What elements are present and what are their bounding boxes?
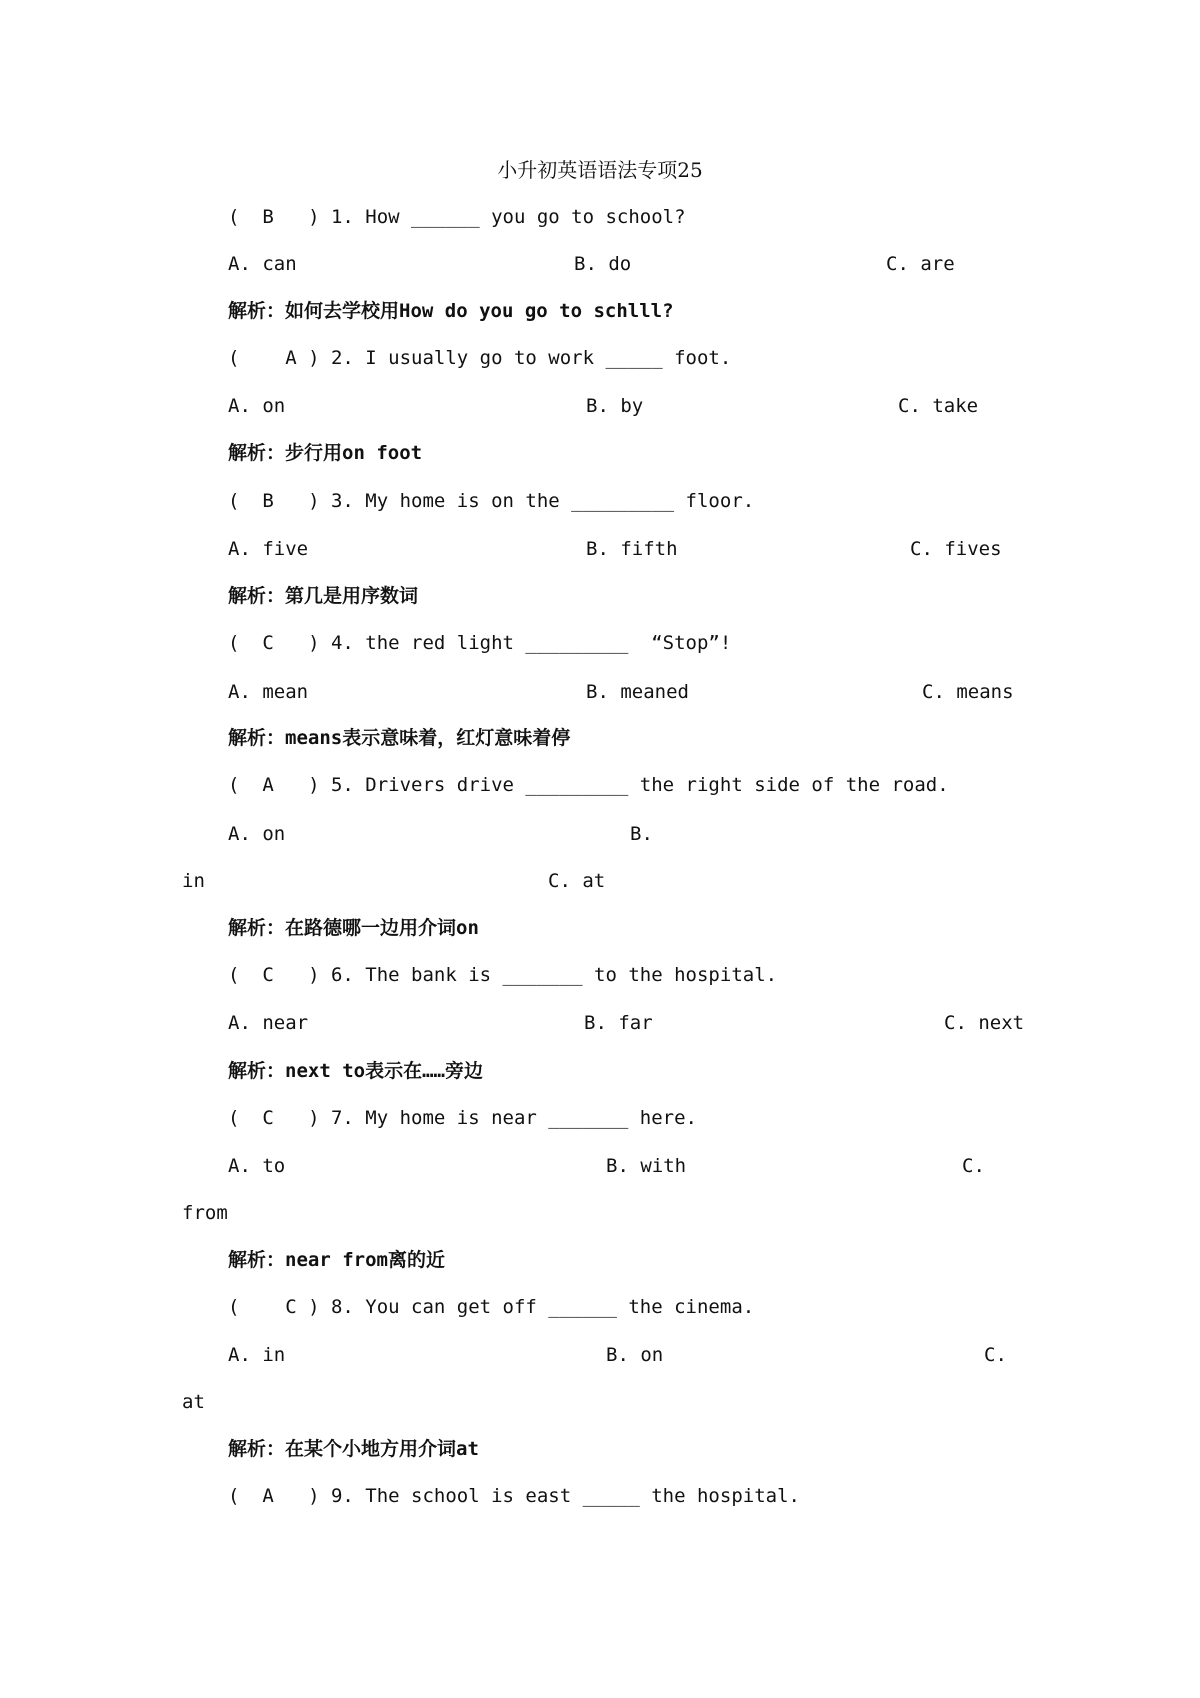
option-a: A. on [228,395,286,417]
question-stem: ( C ) 8. You can get off ______ the cinema. [228,1296,755,1318]
option-a: A. near [228,1012,309,1034]
option-c-wrapped-text: from [182,1202,228,1224]
option-b: B. meaned [586,681,689,703]
option-b: B. by [586,395,644,417]
option-b: B. with [606,1155,687,1177]
question-stem: ( A ) 2. I usually go to work _____ foot. [228,347,732,369]
option-c: C. means [922,681,1014,703]
option-c: C. next [944,1012,1025,1034]
explanation: 解析：在某个小地方用介词at [228,1438,479,1460]
option-a: A. mean [228,681,309,703]
option-c: C. at [548,870,606,892]
option-c: C. [984,1344,1007,1366]
explanation: 解析：如何去学校用How do you go to schlll? [228,300,674,322]
option-a: A. on [228,823,286,845]
explanation: 解析：means表示意味着，红灯意味着停 [228,727,571,749]
question-stem: ( A ) 9. The school is east _____ the hospital. [228,1485,800,1507]
option-c-wrapped-text: at [182,1391,205,1413]
question-stem: ( A ) 5. Drivers drive _________ the right side of the road. [228,774,949,796]
option-c: C. [962,1155,985,1177]
option-c: C. fives [910,538,1002,560]
explanation: 解析：next to表示在……旁边 [228,1060,483,1082]
option-a: A. five [228,538,309,560]
option-a: A. to [228,1155,286,1177]
option-c: C. are [886,253,955,275]
option-b: B. far [584,1012,653,1034]
explanation: 解析：near from离的近 [228,1249,445,1271]
explanation: 解析：步行用on foot [228,442,423,464]
option-b: B. on [606,1344,664,1366]
question-stem: ( B ) 1. How ______ you go to school? [228,206,686,228]
question-stem: ( C ) 6. The bank is _______ to the hospital. [228,964,778,986]
question-stem: ( C ) 7. My home is near _______ here. [228,1107,697,1129]
option-b: B. fifth [586,538,678,560]
option-a: A. can [228,253,297,275]
option-c: C. take [898,395,979,417]
explanation: 解析：第几是用序数词 [228,585,419,607]
option-b: B. do [574,253,632,275]
option-b: B. [630,823,653,845]
option-a: A. in [228,1344,286,1366]
option-b-wrapped-text: in [182,870,205,892]
question-stem: ( B ) 3. My home is on the _________ floor. [228,490,755,512]
page-title: 小升初英语语法专项25 [497,158,703,182]
explanation: 解析：在路德哪一边用介词on [228,917,479,939]
question-stem: ( C ) 4. the red light _________ “Stop”! [228,632,732,654]
